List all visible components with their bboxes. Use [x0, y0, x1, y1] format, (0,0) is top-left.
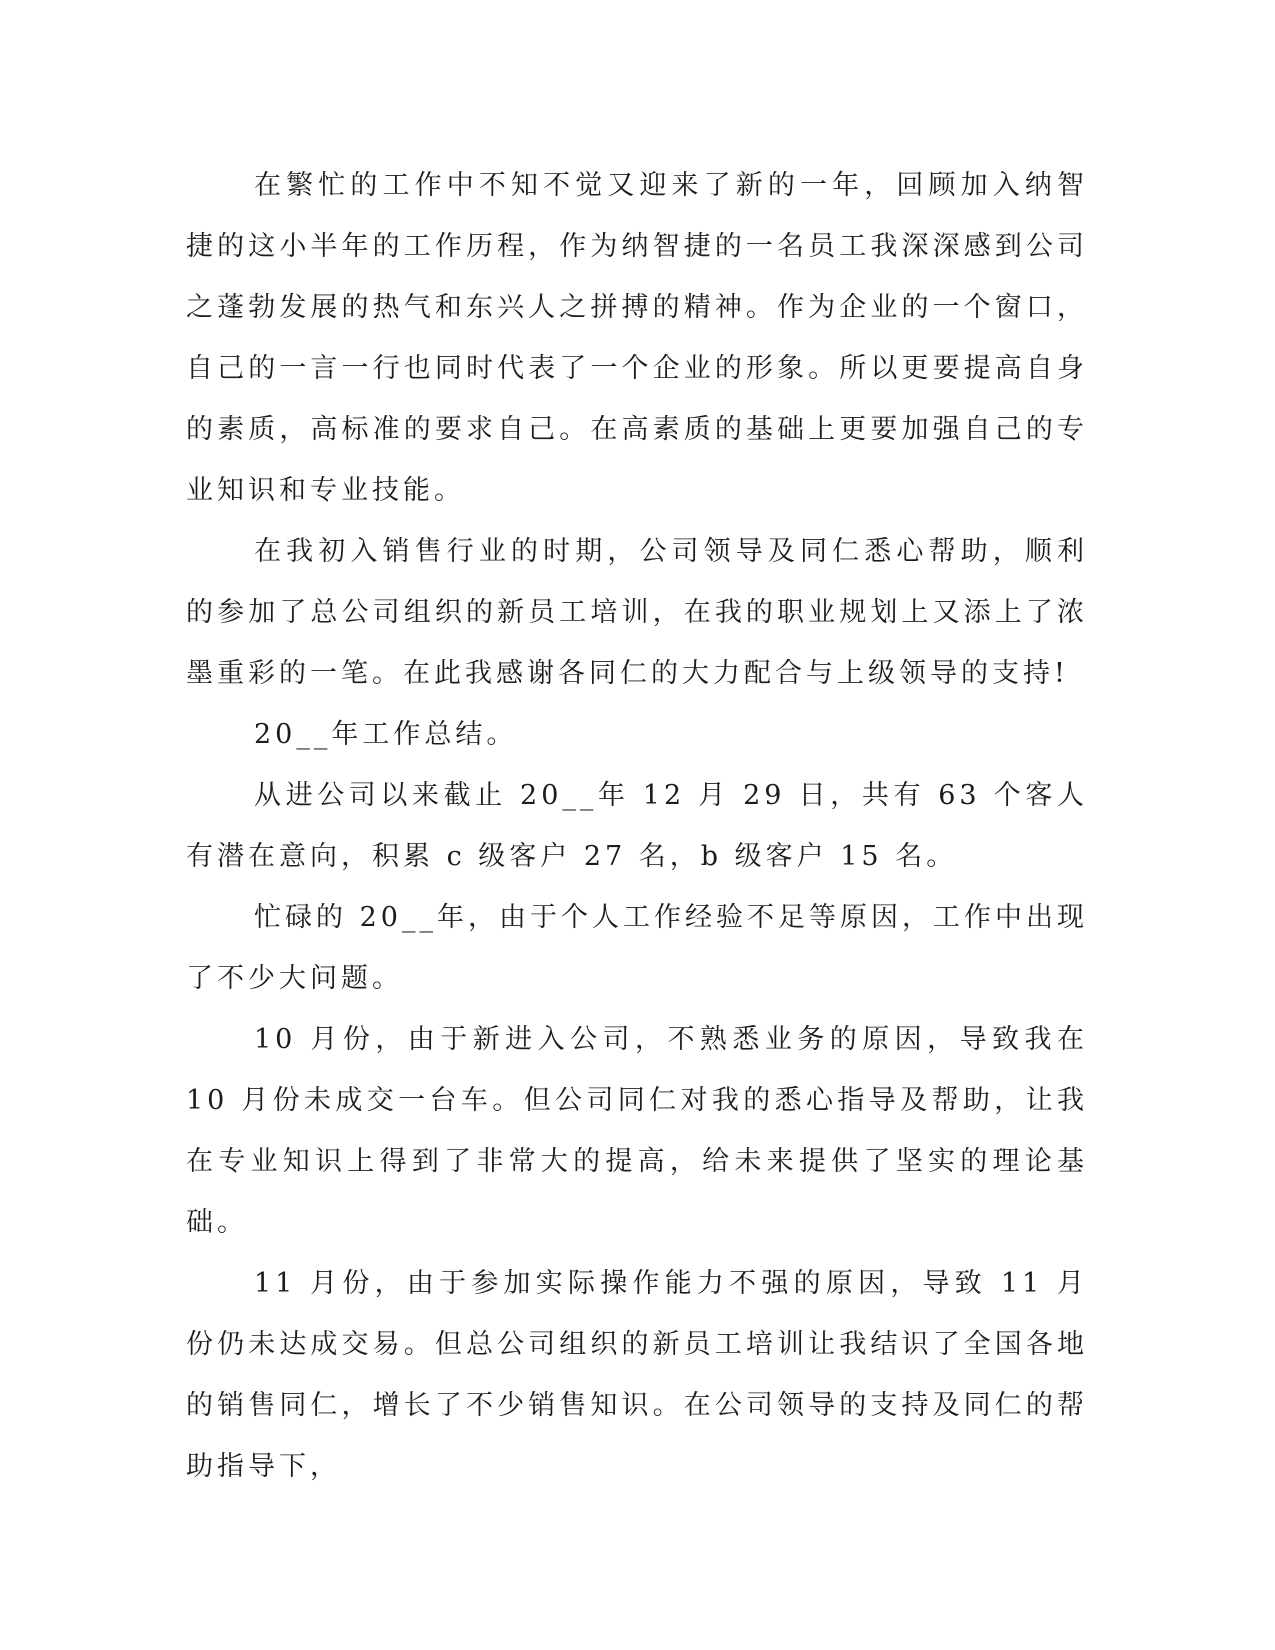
paragraph-october: 10 月份，由于新进入公司，不熟悉业务的原因，导致我在 10 月份未成交一台车。但公司同仁对我的悉心指导及帮助，让我在专业知识上得到了非常大的提高，给未来提供了坚实的理论基础。 — [186, 1024, 1088, 1238]
paragraph-november: 11 月份，由于参加实际操作能力不强的原因，导致 11 月份仍未达成交易。但总公司组织的新员工培训让我结识了全国各地的销售同仁，增长了不少销售知识。在公司领导的支持及同仁的帮助指导下， — [186, 1268, 1088, 1482]
paragraph-problems: 忙碌的 20__年，由于个人工作经验不足等原因，工作中出现了不少大问题。 — [186, 902, 1088, 994]
paragraph-summary-heading: 20__年工作总结。 — [254, 719, 518, 750]
paragraph-intro: 在繁忙的工作中不知不觉又迎来了新的一年，回顾加入纳智捷的这小半年的工作历程，作为纳智捷的一名员工我深深感到公司之蓬勃发展的热气和东兴人之拼搏的精神。作为企业的一个窗口，自己的一言一行也同时代表了一个企业的形象。所以更要提高自身的素质，高标准的要求自己。在高素质的基础上更要加强自己的专业知识和专业技能。 — [186, 170, 1088, 506]
paragraph-customer-stats: 从进公司以来截止 20__年 12 月 29 日，共有 63 个客人有潜在意向，积累 c 级客户 27 名，b 级客户 15 名。 — [186, 780, 1088, 872]
paragraph-training: 在我初入销售行业的时期，公司领导及同仁悉心帮助，顺利的参加了总公司组织的新员工培训，在我的职业规划上又添上了浓墨重彩的一笔。在此我感谢各同仁的大力配合与上级领导的支持! — [186, 536, 1088, 689]
document-body — [186, 155, 1088, 1497]
